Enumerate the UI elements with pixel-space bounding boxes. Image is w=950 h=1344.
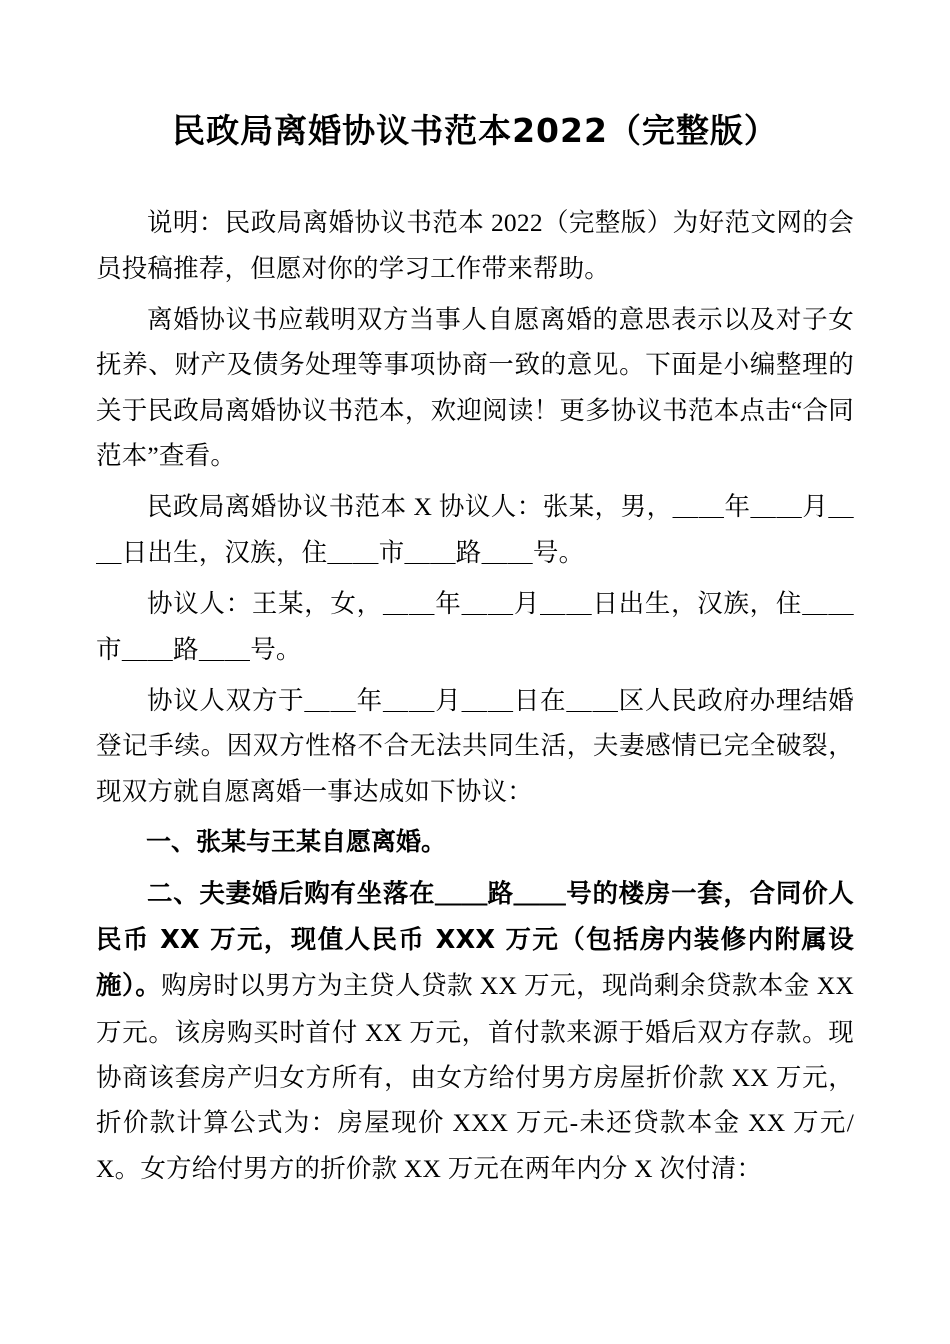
paragraph-clause-two: 二、夫妻婚后购有坐落在＿＿路＿＿号的楼房一套，合同价人民币 XX 万元，现值人民币 XXX 万元（包括房内装修内附属设施）。购房时以男方为主贷人贷款 XX 万元，现尚剩余贷款本金 XX 万元。该房购买时首付 XX 万元，首付款来源于婚后双方存款。现协商该套房产归女方所有，由女方给付男方房屋折价款 XX 万元，折价款计算公式为：房屋现价 XXX 万元-未还贷款本金 XX 万元/X。女方给付男方的折价款 XX 万元在两年内分 X 次付清： (96, 878, 854, 1183)
paragraph-intro: 离婚协议书应载明双方当事人自愿离婚的意思表示以及对子女抚养、财产及债务处理等事项协商一致的意见。下面是小编整理的关于民政局离婚协议书范本，欢迎阅读！更多协议书范本点击“合同范本”查看。 (96, 304, 854, 471)
paragraph-party-female: 协议人：王某，女，＿＿年＿＿月＿＿日出生，汉族，住＿＿市＿＿路＿＿号。 (96, 589, 854, 664)
paragraph-marriage-registration: 协议人双方于＿＿年＿＿月＿＿日在＿＿区人民政府办理结婚登记手续。因双方性格不合无法共同生活，夫妻感情已完全破裂，现双方就自愿离婚一事达成如下协议： (96, 685, 854, 806)
paragraph-clause-one: 一、张某与王某自愿离婚。 (146, 827, 447, 857)
paragraph-party-male: 民政局离婚协议书范本 X 协议人：张某，男，＿＿年＿＿月＿＿日出生，汉族，住＿＿市＿＿路＿＿号。 (96, 492, 854, 567)
page-title: 民政局离婚协议书范本2022（完整版） (172, 111, 778, 150)
paragraph-note: 说明：民政局离婚协议书范本 2022（完整版）为好范文网的会员投稿推荐，但愿对你的学习工作带来帮助。 (96, 208, 854, 283)
